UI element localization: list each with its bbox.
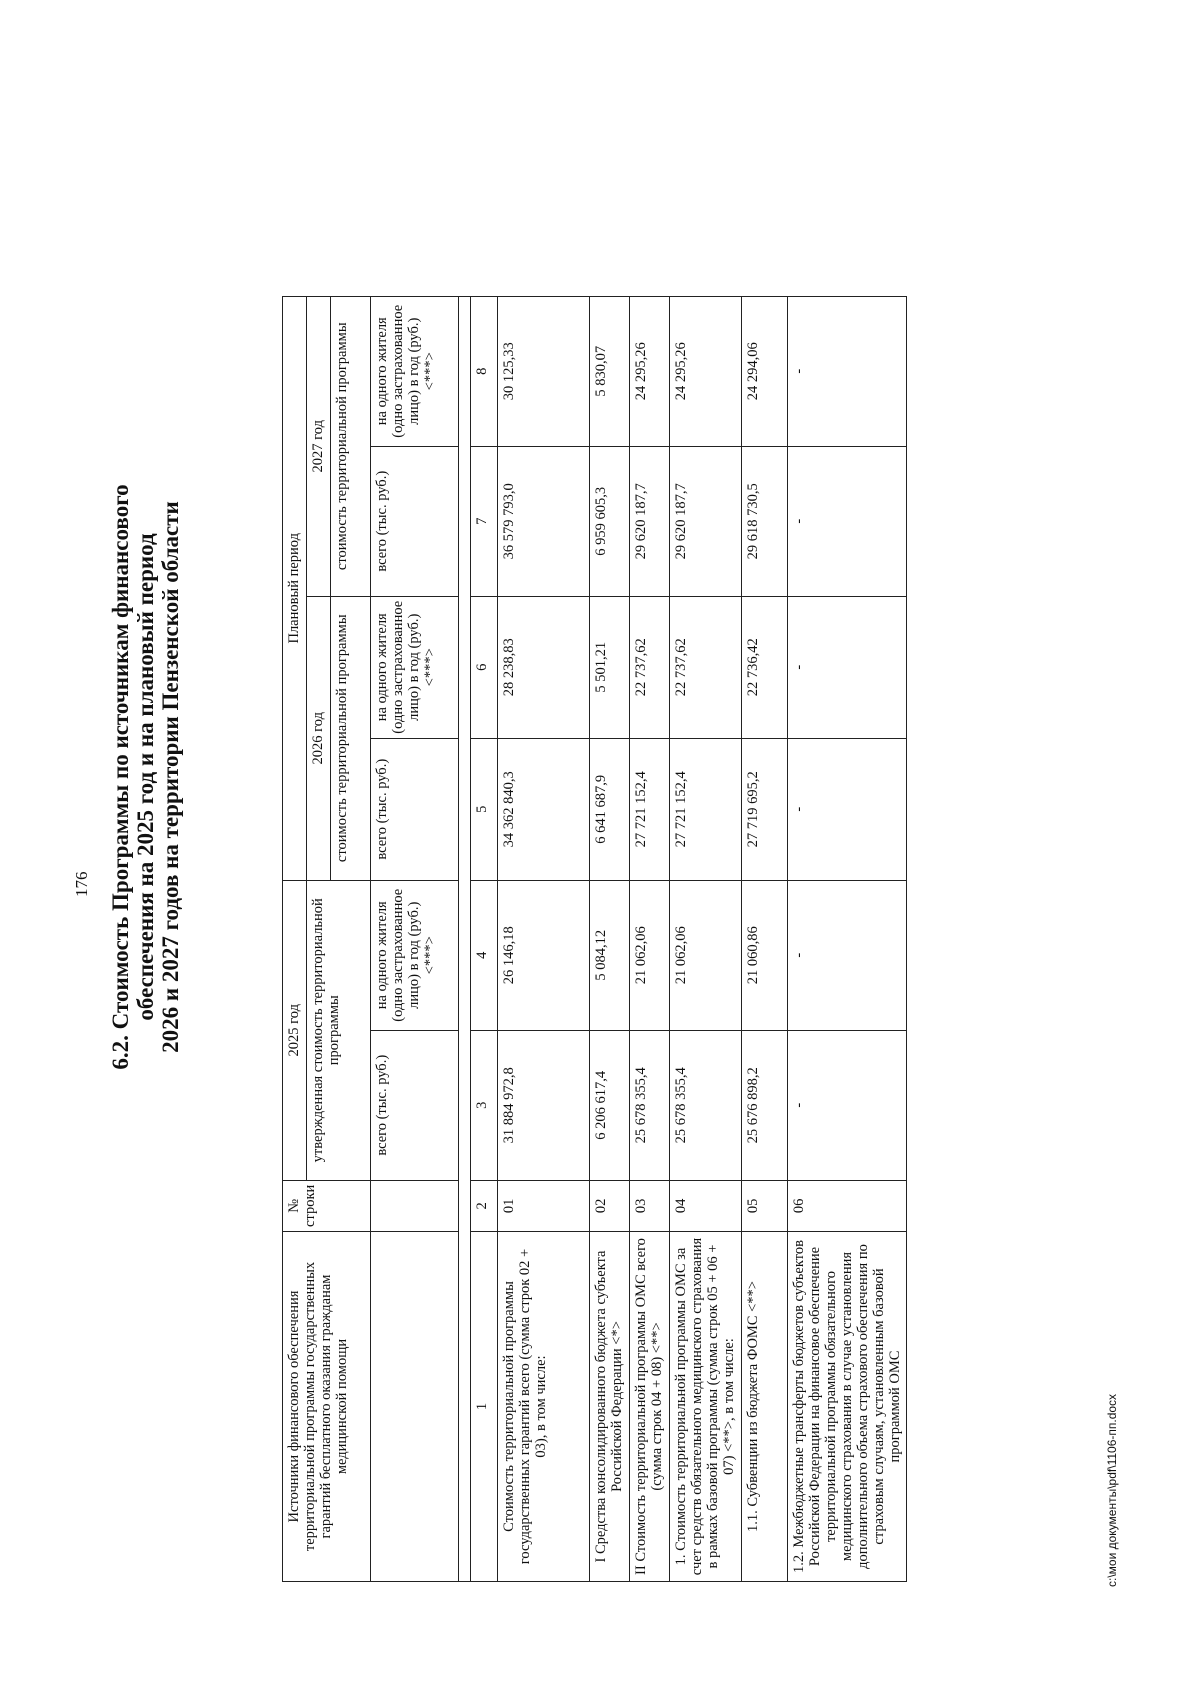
cell: 25 678 355,4 <box>670 1030 742 1180</box>
header-planned: Плановый период <box>283 296 307 880</box>
header-per-person-2026: на одного жителя (одно застрахованное лицо) в год (руб.) <***> <box>371 596 459 738</box>
col-number: 4 <box>471 880 498 1030</box>
table-row <box>788 296 907 1581</box>
table-row <box>630 296 670 1581</box>
col-number: 3 <box>471 1030 498 1180</box>
cell: 29 620 187,7 <box>630 446 670 596</box>
cell: 25 678 355,4 <box>630 1030 670 1180</box>
cell: 22 737,62 <box>630 596 670 738</box>
cell: - <box>788 596 907 738</box>
cell: 6 641 687,9 <box>590 738 630 880</box>
cell: 27 721 152,4 <box>670 738 742 880</box>
row-number: 05 <box>742 1180 788 1231</box>
table-row <box>498 296 590 1581</box>
header-source: Источники финансового обеспечения территориальной программы государственных гарантий бесплатного оказания гражданам медицинской помощи <box>283 1232 371 1582</box>
cell: 22 736,42 <box>742 596 788 738</box>
table-row <box>670 296 742 1581</box>
col-number: 8 <box>471 296 498 446</box>
title-line: обеспечения на 2025 год и на плановый период <box>133 533 158 1021</box>
cell: - <box>788 296 907 446</box>
page-title <box>108 277 183 1277</box>
cell: - <box>788 1030 907 1180</box>
row-label: 1.1. Субвенции из бюджета ФОМС <**> <box>742 1232 788 1582</box>
cell: 27 719 695,2 <box>742 738 788 880</box>
cell: - <box>788 880 907 1030</box>
cell: 5 501,21 <box>590 596 630 738</box>
cell: 26 146,18 <box>498 880 590 1030</box>
row-number: 06 <box>788 1180 907 1231</box>
cell: 21 062,06 <box>630 880 670 1030</box>
row-label: 1.2. Межбюджетные трансферты бюджетов субъектов Российской Федерации на финансовое обеспечение территориальной программы обязательного медицинского страхования в случае установления дополнительного объема страхового обеспечения по страховым случаям, установленным базовой программой ОМС <box>788 1232 907 1582</box>
header-per-person-2027: на одного жителя (одно застрахованное лицо) в год (руб.) <***> <box>371 296 459 446</box>
cell: 5 084,12 <box>590 880 630 1030</box>
row-label: Стоимость территориальной программы государственных гарантий всего (сумма строк 02 + 03), в том числе: <box>498 1232 590 1582</box>
cell: 24 294,06 <box>742 296 788 446</box>
header-2026: 2026 год <box>307 596 331 880</box>
cell: - <box>788 446 907 596</box>
table-row <box>742 296 788 1581</box>
col-number: 2 <box>471 1180 498 1231</box>
cell: 29 618 730,5 <box>742 446 788 596</box>
file-path-footer: c:\мои документы\pdf\1106-пп.docx <box>1105 1393 1119 1587</box>
row-label: II Стоимость территориальной программы ОМС всего (сумма строк 04 + 08) <**> <box>630 1232 670 1582</box>
header-total-2026: всего (тыс. руб.) <box>371 738 459 880</box>
row-label: 1. Стоимость территориальной программы ОМС за счет средств обязательного медицинского страхования в рамках базовой программы (сумма строк 05 + 06 + 07) <**>, в том числе: <box>670 1232 742 1582</box>
cell: 27 721 152,4 <box>630 738 670 880</box>
cell: 29 620 187,7 <box>670 446 742 596</box>
header-cost-2026: стоимость территориальной программы <box>331 596 371 880</box>
col-number: 1 <box>471 1232 498 1582</box>
cell: 34 362 840,3 <box>498 738 590 880</box>
row-number: 02 <box>590 1180 630 1231</box>
cell: 24 295,26 <box>670 296 742 446</box>
cell: 6 206 617,4 <box>590 1030 630 1180</box>
header-cost-2027: стоимость территориальной программы <box>331 296 371 596</box>
cell: 25 676 898,2 <box>742 1030 788 1180</box>
title-line: 2026 и 2027 годов на территории Пензенской области <box>158 501 183 1053</box>
row-number: 04 <box>670 1180 742 1231</box>
cell: - <box>788 738 907 880</box>
cell: 36 579 793,0 <box>498 446 590 596</box>
cell: 6 959 605,3 <box>590 446 630 596</box>
cell: 28 238,83 <box>498 596 590 738</box>
header-approved-cost: утвержденная стоимость территориальной программы <box>307 880 371 1180</box>
cost-table <box>282 296 907 1582</box>
cell: 24 295,26 <box>630 296 670 446</box>
header-row-no: № строки <box>283 1180 371 1231</box>
cell: 31 884 972,8 <box>498 1030 590 1180</box>
cell: 22 737,62 <box>670 596 742 738</box>
header-2027: 2027 год <box>307 296 331 596</box>
col-number: 6 <box>471 596 498 738</box>
row-number: 03 <box>630 1180 670 1231</box>
title-line: 6.2. Стоимость Программы по источникам финансового <box>108 484 133 1070</box>
col-number: 7 <box>471 446 498 596</box>
cell: 21 062,06 <box>670 880 742 1030</box>
header-total-2025: всего (тыс. руб.) <box>371 1030 459 1180</box>
page-number: 176 <box>72 871 91 897</box>
header-total-2027: всего (тыс. руб.) <box>371 446 459 596</box>
table-row <box>590 296 630 1581</box>
col-number: 5 <box>471 738 498 880</box>
cell: 30 125,33 <box>498 296 590 446</box>
header-per-person-2025: на одного жителя (одно застрахованное лицо) в год (руб.) <***> <box>371 880 459 1030</box>
row-number: 01 <box>498 1180 590 1231</box>
row-label: I Средства консолидированного бюджета субъекта Российской Федерации <*> <box>590 1232 630 1582</box>
header-2025: 2025 год <box>283 880 307 1180</box>
cell: 21 060,86 <box>742 880 788 1030</box>
cell: 5 830,07 <box>590 296 630 446</box>
